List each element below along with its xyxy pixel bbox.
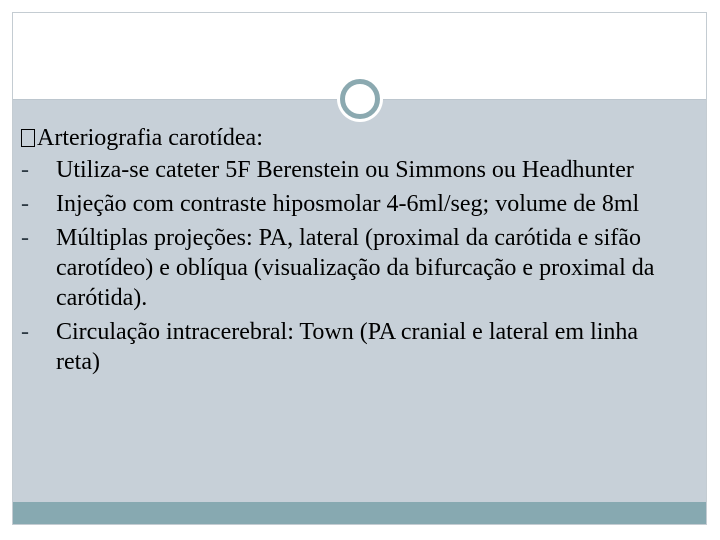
list-item — [21, 155, 681, 185]
slide-heading-text: Arteriografia carotídea: — [37, 125, 263, 151]
slide-heading — [21, 123, 681, 153]
circle-ornament-icon — [340, 79, 380, 119]
list-item-text: Injeção com contraste hiposmolar 4-6ml/seg; volume de 8ml — [56, 191, 640, 217]
list-item-text: Circulação intracerebral: Town (PA cranial e lateral em linha reta) — [56, 319, 639, 375]
slide-body — [21, 123, 681, 381]
list-item — [21, 189, 681, 219]
list-item-text: Utiliza-se cateter 5F Berenstein ou Simmons ou Headhunter — [56, 157, 634, 183]
dash-marker: - — [21, 319, 29, 345]
dash-marker: - — [21, 225, 29, 251]
list-item-text: Múltiplas projeções: PA, lateral (proximal da carótida e sifão carotídeo) e oblíqua (visualização da bifurcação e proximal da carótida). — [56, 225, 655, 311]
dash-marker: - — [21, 157, 29, 183]
list-item — [21, 317, 681, 377]
square-bullet-icon — [21, 129, 35, 147]
dash-marker: - — [21, 191, 29, 217]
footer-bar — [13, 502, 706, 524]
list-item — [21, 223, 681, 313]
